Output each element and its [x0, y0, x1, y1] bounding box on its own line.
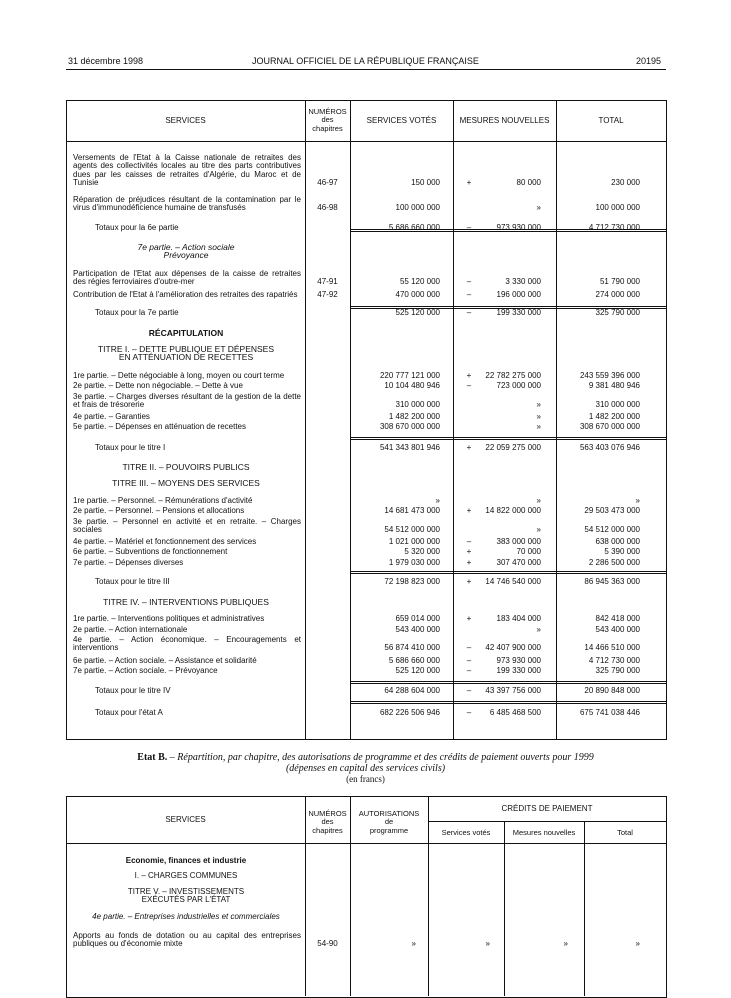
divider: [584, 821, 585, 996]
col-header-votes: SERVICES VOTÉS: [366, 116, 437, 125]
row-mesures-nouvelles: 973 930 000: [496, 223, 541, 232]
caption-unit: (en francs): [346, 774, 385, 784]
row-mesures-nouvelles: »: [536, 525, 541, 535]
row-label: 3e partie. – Personnel en activité et en retraite. – Charges sociales: [73, 517, 301, 535]
header-date: 31 décembre 1998: [68, 56, 144, 66]
row-services-votes: 55 120 000: [399, 277, 440, 287]
row-total: 9 381 480 946: [588, 381, 640, 390]
row-chapter: 47-91: [317, 277, 338, 287]
section-heading: TITRE III. – MOYENS DES SERVICES: [112, 478, 260, 488]
row-total: 5 390 000: [604, 547, 640, 556]
section-heading: TITRE IV. – INTERVENTIONS PUBLIQUES: [103, 597, 269, 607]
row-services-votes: 56 874 410 000: [384, 643, 440, 653]
row-services-votes: 10 104 480 946: [384, 381, 440, 390]
row-total-label: Totaux pour la 6e partie: [95, 223, 179, 232]
row-autorisations: »: [411, 939, 416, 949]
b-col-header-mesures: Mesures nouvelles: [512, 828, 576, 837]
row-mesures-nouvelles: 183 404 000: [496, 614, 541, 623]
row-services-votes: 659 014 000: [395, 614, 440, 623]
row-total-label: Totaux pour l'état A: [95, 708, 163, 717]
row-total: 1 482 200 000: [588, 412, 640, 421]
section-heading: Economie, finances et industrie: [125, 856, 247, 865]
row-sign: +: [466, 371, 472, 380]
row-services-votes: 5 686 660 000: [388, 656, 440, 665]
row-label: 4e partie. – Action économique. – Encouragements et interventions: [73, 635, 301, 653]
row-total: 4 712 730 000: [588, 656, 640, 665]
row-total: 54 512 000 000: [584, 525, 640, 535]
row-label: 2e partie. – Action internationale: [73, 625, 188, 634]
row-label: Participation de l'Etat aux dépenses de la caisse de retraites des régies ferroviaires d'outre-mer: [73, 269, 301, 287]
row-sign: +: [466, 506, 472, 515]
row-services-votes: 310 000 000: [395, 400, 440, 410]
row-total: 325 790 000: [595, 666, 640, 675]
row-mesures-nouvelles: 80 000: [516, 177, 541, 187]
row-services-votes: 682 226 506 946: [379, 708, 440, 717]
row-services-votes: 64 288 604 000: [384, 686, 440, 695]
col-header-numeros: NUMÉROS des chapitres: [308, 107, 347, 133]
row-mesures-nouvelles: 22 059 275 000: [485, 443, 541, 452]
row-mesures-nouvelles: 307 470 000: [496, 558, 541, 567]
row-mesures-nouvelles: »: [536, 625, 541, 634]
row-label: 7e partie. – Action sociale. – Prévoyance: [73, 666, 218, 675]
row-label: 2e partie. – Dette non négociable. – Dette à vue: [73, 381, 243, 390]
row-services-votes: 543 400 000: [395, 625, 440, 634]
row-services-votes: 220 777 121 000: [379, 371, 440, 380]
row-mesures-nouvelles: 199 330 000: [496, 666, 541, 675]
divider: [305, 100, 306, 739]
row-total: 675 741 038 446: [579, 708, 640, 717]
row-label: Contribution de l'Etat à l'amélioration des retraites des rapatriés: [73, 290, 298, 299]
divider: [428, 821, 666, 822]
row-services-votes: »: [485, 939, 490, 949]
caption-title: – Répartition, par chapitre, des autorisations de programme et des crédits de paiement ouverts pour 1999: [169, 752, 594, 763]
row-sign: +: [466, 177, 472, 187]
col-header-total: TOTAL: [598, 116, 624, 125]
row-sign: –: [466, 290, 472, 299]
row-total: 51 790 000: [599, 277, 640, 287]
row-total: 14 466 510 000: [584, 643, 640, 653]
b-col-header-services: SERVICES: [165, 815, 206, 824]
b-col-header-credits: CRÉDITS DE PAIEMENT: [501, 804, 593, 813]
total-rule: [350, 701, 666, 704]
row-total: 543 400 000: [595, 625, 640, 634]
row-sign: –: [466, 686, 472, 695]
b-col-header-total: Total: [617, 828, 633, 837]
row-total: 638 000 000: [595, 537, 640, 546]
row-total-label: Totaux pour la 7e partie: [95, 308, 179, 317]
row-chapter: 47-92: [317, 290, 338, 299]
row-sign: +: [466, 547, 472, 556]
row-label: 1re partie. – Personnel. – Rémunérations d'activité: [73, 496, 253, 505]
total-rule: [350, 681, 666, 684]
row-mesures-nouvelles: »: [536, 422, 541, 431]
row-sign: –: [466, 537, 472, 546]
row-services-votes: 100 000 000: [395, 203, 440, 213]
row-total: »: [635, 939, 640, 949]
row-services-votes: 72 198 823 000: [384, 577, 440, 586]
row-sign: +: [466, 614, 472, 623]
row-mesures-nouvelles: 6 485 468 500: [489, 708, 541, 717]
row-mesures-nouvelles: 70 000: [516, 547, 541, 556]
divider: [504, 821, 505, 996]
row-label: 6e partie. – Action sociale. – Assistance et solidarité: [73, 656, 257, 665]
row-label: 3e partie. – Charges diverses résultant de la gestion de la dette et frais de trésorerie: [73, 392, 301, 410]
header-page: 20195: [635, 56, 661, 66]
row-mesures-nouvelles: 383 000 000: [496, 537, 541, 546]
row-sign: –: [466, 666, 472, 675]
row-total: 310 000 000: [595, 400, 640, 410]
row-total-label: Totaux pour le titre I: [95, 443, 166, 452]
row-total-label: Totaux pour le titre IV: [95, 686, 171, 695]
total-rule: [350, 571, 666, 574]
row-services-votes: 14 681 473 000: [384, 506, 440, 515]
row-label: 5e partie. – Dépenses en atténuation de recettes: [73, 422, 247, 431]
row-mesures-nouvelles: 43 397 756 000: [485, 686, 541, 695]
row-sign: –: [466, 708, 472, 717]
row-total: 29 503 473 000: [584, 506, 640, 515]
b-col-header-votes: Services votés: [441, 828, 491, 837]
row-total: 308 670 000 000: [579, 422, 640, 431]
row-services-votes: 1 021 000 000: [388, 537, 440, 546]
row-total: 274 000 000: [595, 290, 640, 299]
row-sign: –: [466, 223, 472, 232]
etat-b-caption: [0, 752, 731, 763]
row-total-label: Totaux pour le titre III: [95, 577, 170, 586]
caption-lead: Etat B.: [137, 752, 168, 763]
row-services-votes: 308 670 000 000: [379, 422, 440, 431]
total-rule: [350, 437, 666, 440]
row-mesures-nouvelles: »: [536, 400, 541, 410]
row-mesures-nouvelles: »: [563, 939, 568, 949]
row-mesures-nouvelles: 723 000 000: [496, 381, 541, 390]
row-total: 325 790 000: [595, 308, 640, 317]
row-sign: +: [466, 558, 472, 567]
row-services-votes: 1 979 030 000: [388, 558, 440, 567]
section-heading: 7e partie. – Action sociale Prévoyance: [137, 242, 235, 261]
section-heading: TITRE V. – INVESTISSEMENTS EXÉCUTÉS PAR L'ÉTAT: [127, 887, 245, 905]
row-sign: –: [466, 381, 472, 390]
row-label: 7e partie. – Dépenses diverses: [73, 558, 184, 567]
row-total: »: [635, 496, 640, 505]
row-label: Réparation de préjudices résultant de la contamination par le virus d'immunodéficience humaine de transfusés: [73, 195, 301, 213]
row-mesures-nouvelles: »: [536, 203, 541, 213]
row-chapter: 46-98: [317, 203, 338, 213]
header-journal: JOURNAL OFFICIEL DE LA RÉPUBLIQUE FRANÇAISE: [252, 56, 479, 66]
row-mesures-nouvelles: 14 822 000 000: [485, 506, 541, 515]
row-mesures-nouvelles: 42 407 900 000: [485, 643, 541, 653]
section-heading: TITRE II. – POUVOIRS PUBLICS: [122, 462, 250, 472]
row-services-votes: 470 000 000: [395, 290, 440, 299]
row-sign: +: [466, 443, 472, 452]
section-heading: RÉCAPITULATION: [148, 328, 224, 338]
row-total: 4 712 730 000: [588, 223, 640, 232]
row-label: 4e partie. – Matériel et fonctionnement des services: [73, 537, 257, 546]
row-total: 230 000: [611, 177, 640, 187]
row-mesures-nouvelles: 14 746 540 000: [485, 577, 541, 586]
row-services-votes: 1 482 200 000: [388, 412, 440, 421]
header-rule: [66, 69, 666, 70]
row-mesures-nouvelles: 973 930 000: [496, 656, 541, 665]
row-total: 842 418 000: [595, 614, 640, 623]
row-total: 100 000 000: [595, 203, 640, 213]
row-total: 2 286 500 000: [588, 558, 640, 567]
section-heading: 4e partie. – Entreprises industrielles et commerciales: [92, 912, 280, 921]
row-services-votes: 54 512 000 000: [384, 525, 440, 535]
row-label: Versements de l'Etat à la Caisse nationale de retraites des agents des collectivités locales au titre des parts contributives dues par les caisses de retraites d'Algérie, du Maroc et de Tunisie: [73, 153, 301, 187]
row-label: 1re partie. – Interventions politiques et administratives: [73, 614, 265, 623]
row-mesures-nouvelles: 22 782 275 000: [485, 371, 541, 380]
row-chapter: 46-97: [317, 177, 338, 187]
row-sign: –: [466, 656, 472, 665]
row-total: 20 890 848 000: [584, 686, 640, 695]
row-mesures-nouvelles: 196 000 000: [496, 290, 541, 299]
row-sign: +: [466, 577, 472, 586]
row-mesures-nouvelles: 3 330 000: [505, 277, 541, 287]
section-heading: I. – CHARGES COMMUNES: [134, 871, 238, 880]
divider: [428, 796, 429, 996]
row-label: 6e partie. – Subventions de fonctionnement: [73, 547, 228, 556]
row-services-votes: 525 120 000: [395, 666, 440, 675]
row-total: 563 403 076 946: [579, 443, 640, 452]
row-sign: –: [466, 308, 472, 317]
row-mesures-nouvelles: »: [536, 496, 541, 505]
row-sign: –: [466, 277, 472, 287]
row-services-votes: »: [435, 496, 440, 505]
row-mesures-nouvelles: »: [536, 412, 541, 421]
row-services-votes: 150 000: [411, 177, 440, 187]
b-col-header-autorisations: AUTORISATIONS de programme: [358, 809, 420, 835]
row-services-votes: 541 343 801 946: [379, 443, 440, 452]
divider: [66, 843, 666, 844]
row-total: 243 559 396 000: [579, 371, 640, 380]
section-heading: TITRE I. – DETTE PUBLIQUE ET DÉPENSES EN ATTÉNUATION DE RECETTES: [97, 344, 275, 363]
row-label: 4e partie. – Garanties: [73, 412, 150, 421]
row-services-votes: 5 686 660 000: [388, 223, 440, 232]
col-header-services: SERVICES: [165, 116, 206, 125]
caption-sub: (dépenses en capital des services civils): [285, 763, 446, 774]
row-label: 1re partie. – Dette négociable à long, moyen ou court terme: [73, 371, 285, 380]
row-sign: –: [466, 643, 472, 653]
divider: [66, 141, 666, 142]
b-col-header-numeros: NUMÉROS des chapitres: [308, 809, 347, 835]
row-services-votes: 525 120 000: [395, 308, 440, 317]
row-chapter: 54-90: [317, 939, 338, 949]
row-total: 86 945 363 000: [584, 577, 640, 586]
row-services-votes: 5 320 000: [404, 547, 440, 556]
row-label: 2e partie. – Personnel. – Pensions et allocations: [73, 506, 245, 515]
col-header-mesures: MESURES NOUVELLES: [459, 116, 550, 125]
row-mesures-nouvelles: 199 330 000: [496, 308, 541, 317]
row-label: Apports au fonds de dotation ou au capital des entreprises publiques ou d'économie mixte: [73, 931, 301, 949]
